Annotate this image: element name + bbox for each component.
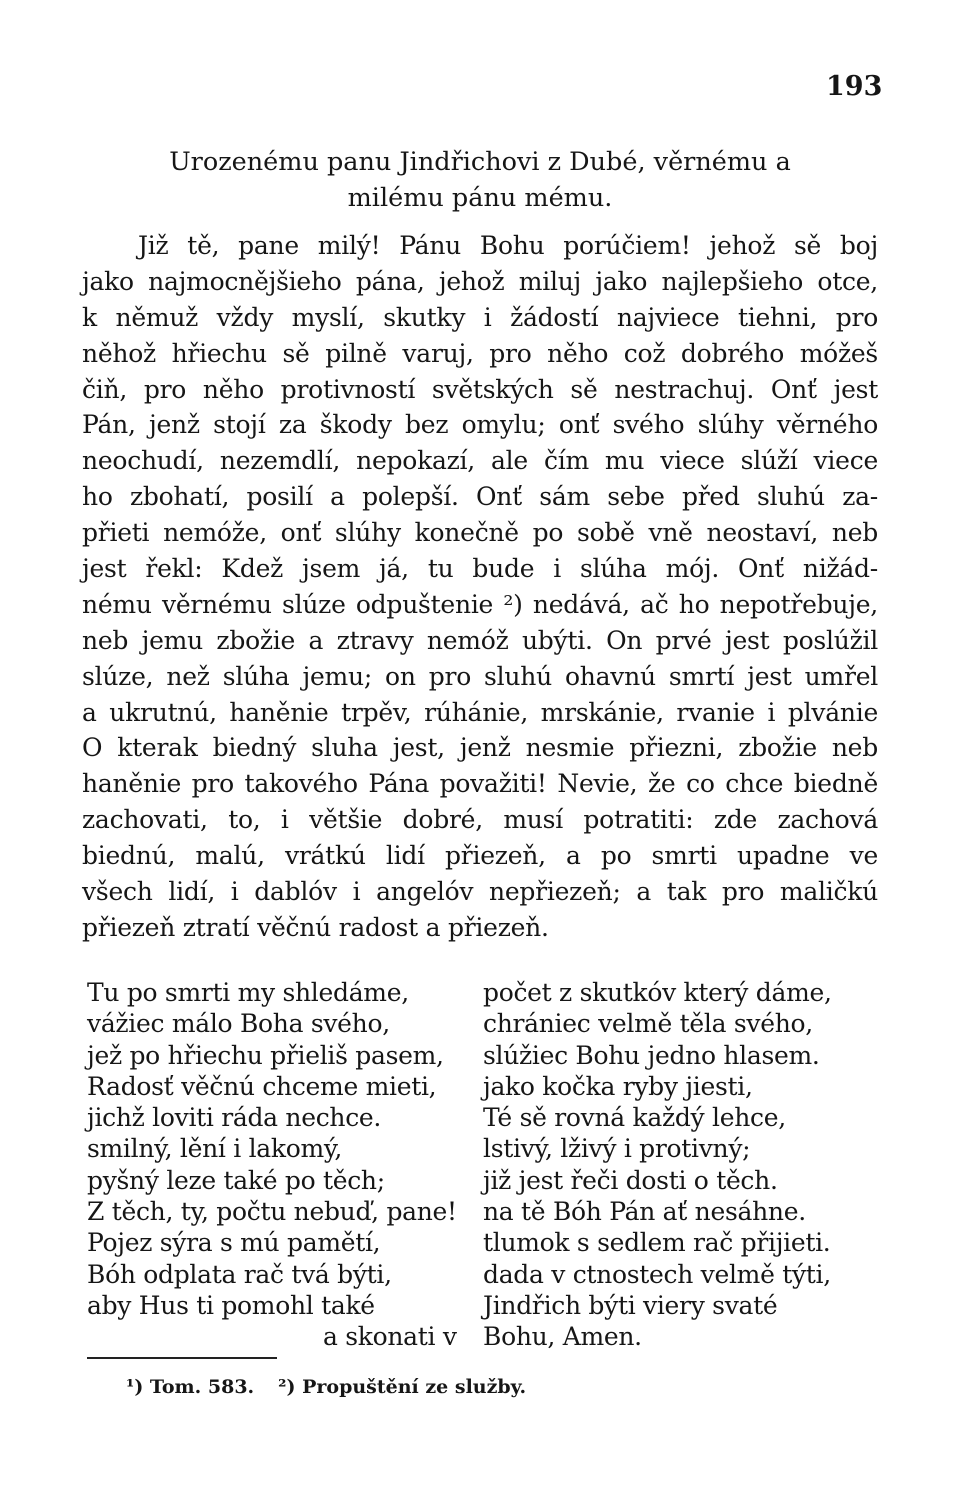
verse-row [87,1102,887,1133]
verse-right: slúžiec Bohu jedno hlasem. [483,1040,820,1070]
prose-line: Pán, jenž stojí za škody bez omylu; onť svého slúhy věrného [82,410,878,440]
verse-left: Z těch, ty, počtu nebuď, pane! [87,1197,457,1227]
prose-line: Již tě, pane milý! Pánu Bohu porúčiem! jehož sě boj [138,231,878,260]
verse-closing-left: a skonati v [323,1322,457,1352]
footnote-1: ¹) Tom. 583. [126,1376,255,1398]
verse-left: jichž loviti ráda nechce. [87,1103,382,1133]
verse-right: Jindřich býti viery svaté [483,1290,778,1320]
prose-line: jest řekl: Kdež jsem já, tu bude i slúha mój. Onť nižád- [82,554,878,584]
prose-line: slúze, než slúha jemu; on pro sluhú ohavnú smrtí jest umřel [82,661,878,691]
footnote-divider [87,1357,277,1359]
verse-left: aby Hus ti pomohl také [87,1290,375,1320]
verse-left: smilný, lění i lakomý, [87,1134,343,1164]
prose-line: k němuž vždy myslí, skutky i žádostí najviece tiehni, pro [82,302,878,332]
prose-line: O kterak biedný sluha jest, jenž nesmie přiezni, zbožie neb [82,733,878,763]
verse-right: jako kočka ryby jiesti, [483,1071,753,1101]
prose-line: něhož hřiechu sě pilně varuj, pro něho což dobrého móžeš [82,338,878,368]
prose-line: jako najmocnějšieho pána, jehož miluj jako najlepšieho otce, [82,266,878,296]
verse-left: Pojez sýra s mú pamětí, [87,1228,381,1258]
verse-row [87,1259,887,1290]
verse-row [87,977,887,1008]
prose-line: a ukrutnú, haněnie trpěv, rúhánie, mrskánie, rvanie i plvánie [82,697,878,727]
verse-closing-right: Bohu, Amen. [483,1322,642,1352]
prose-line: neochudí, nezemdlí, nepokazí, ale čím mu viece slúží viece [82,446,878,476]
verse-right: Té sě rovná každý lehce, [483,1103,786,1133]
verse-left: Bóh odplata rač tvá býti, [87,1259,392,1289]
verse-right: již jest řeči dosti o těch. [483,1165,778,1195]
prose-line: nému věrnému slúze odpuštenie ²) nedává, ač ho nepotřebuje, [82,589,878,619]
prose-line: přiezeň ztratí věčnú radost a přiezeň. [82,912,549,942]
verse-right: lstivý, lživý i protivný; [483,1134,751,1164]
dedication-heading-line: Urozenému panu Jindřichovi z Dubé, věrnému a [169,147,791,177]
prose-line: ho zbohatí, posilí a polepší. Onť sám sebe před sluhú za- [82,482,878,512]
verse-row [87,1196,887,1227]
verse-closing-row [87,1321,887,1352]
verse-left: Radosť věčnú chceme mieti, [87,1071,437,1101]
prose-line: přieti nemóže, onť slúhy konečně po sobě vně neostaví, neb [82,518,878,548]
prose-line: čiň, pro něho protivností světských sě nestrachuj. Onť jest [82,374,878,404]
verse-left: vážiec málo Boha svého, [87,1009,390,1039]
verse-right: chrániec velmě těla svého, [483,1009,813,1039]
verse-block [87,977,887,1353]
verse-right: na tě Bóh Pán ať nesáhne. [483,1197,806,1227]
dedication-heading-line: milému pánu mému. [347,183,613,213]
page-number: 193 [826,71,883,102]
dedication-heading [80,144,880,216]
verse-row [87,1008,887,1039]
prose-line: neb jemu zbožie a ztravy nemóž ubýti. On prvé jest poslúžil [82,625,878,655]
prose-line: biednú, malú, vrátkú lidí přiezeň, a po smrti upadne ve [82,841,878,871]
prose-line: všech lidí, i dablóv i angelóv nepřiezeň; a tak pro maličkú [82,877,878,907]
verse-row [87,1071,887,1102]
prose-line: haněnie pro takového Pána považiti! Nevie, že co chce biedně [82,769,878,799]
verse-left: Tu po smrti my shledáme, [87,978,409,1007]
footnotes [126,1374,526,1400]
prose-line: zachovati, to, i většie dobré, musí potratiti: zde zachová [82,805,878,835]
verse-right: dada v ctnostech velmě týti, [483,1259,831,1289]
verse-left: jež po hřiechu přieliš pasem, [87,1040,444,1070]
verse-right: tlumok s sedlem rač přijieti. [483,1228,831,1258]
letter-body [82,228,878,946]
verse-right: počet z skutkóv který dáme, [483,978,832,1007]
verse-left: pyšný leze také po těch; [87,1165,385,1195]
footnote-2: ²) Propuštění ze služby. [278,1376,527,1398]
verse-row [87,1040,887,1071]
verse-row [87,1227,887,1258]
verse-row [87,1290,887,1321]
verse-row [87,1165,887,1196]
verse-row [87,1133,887,1164]
